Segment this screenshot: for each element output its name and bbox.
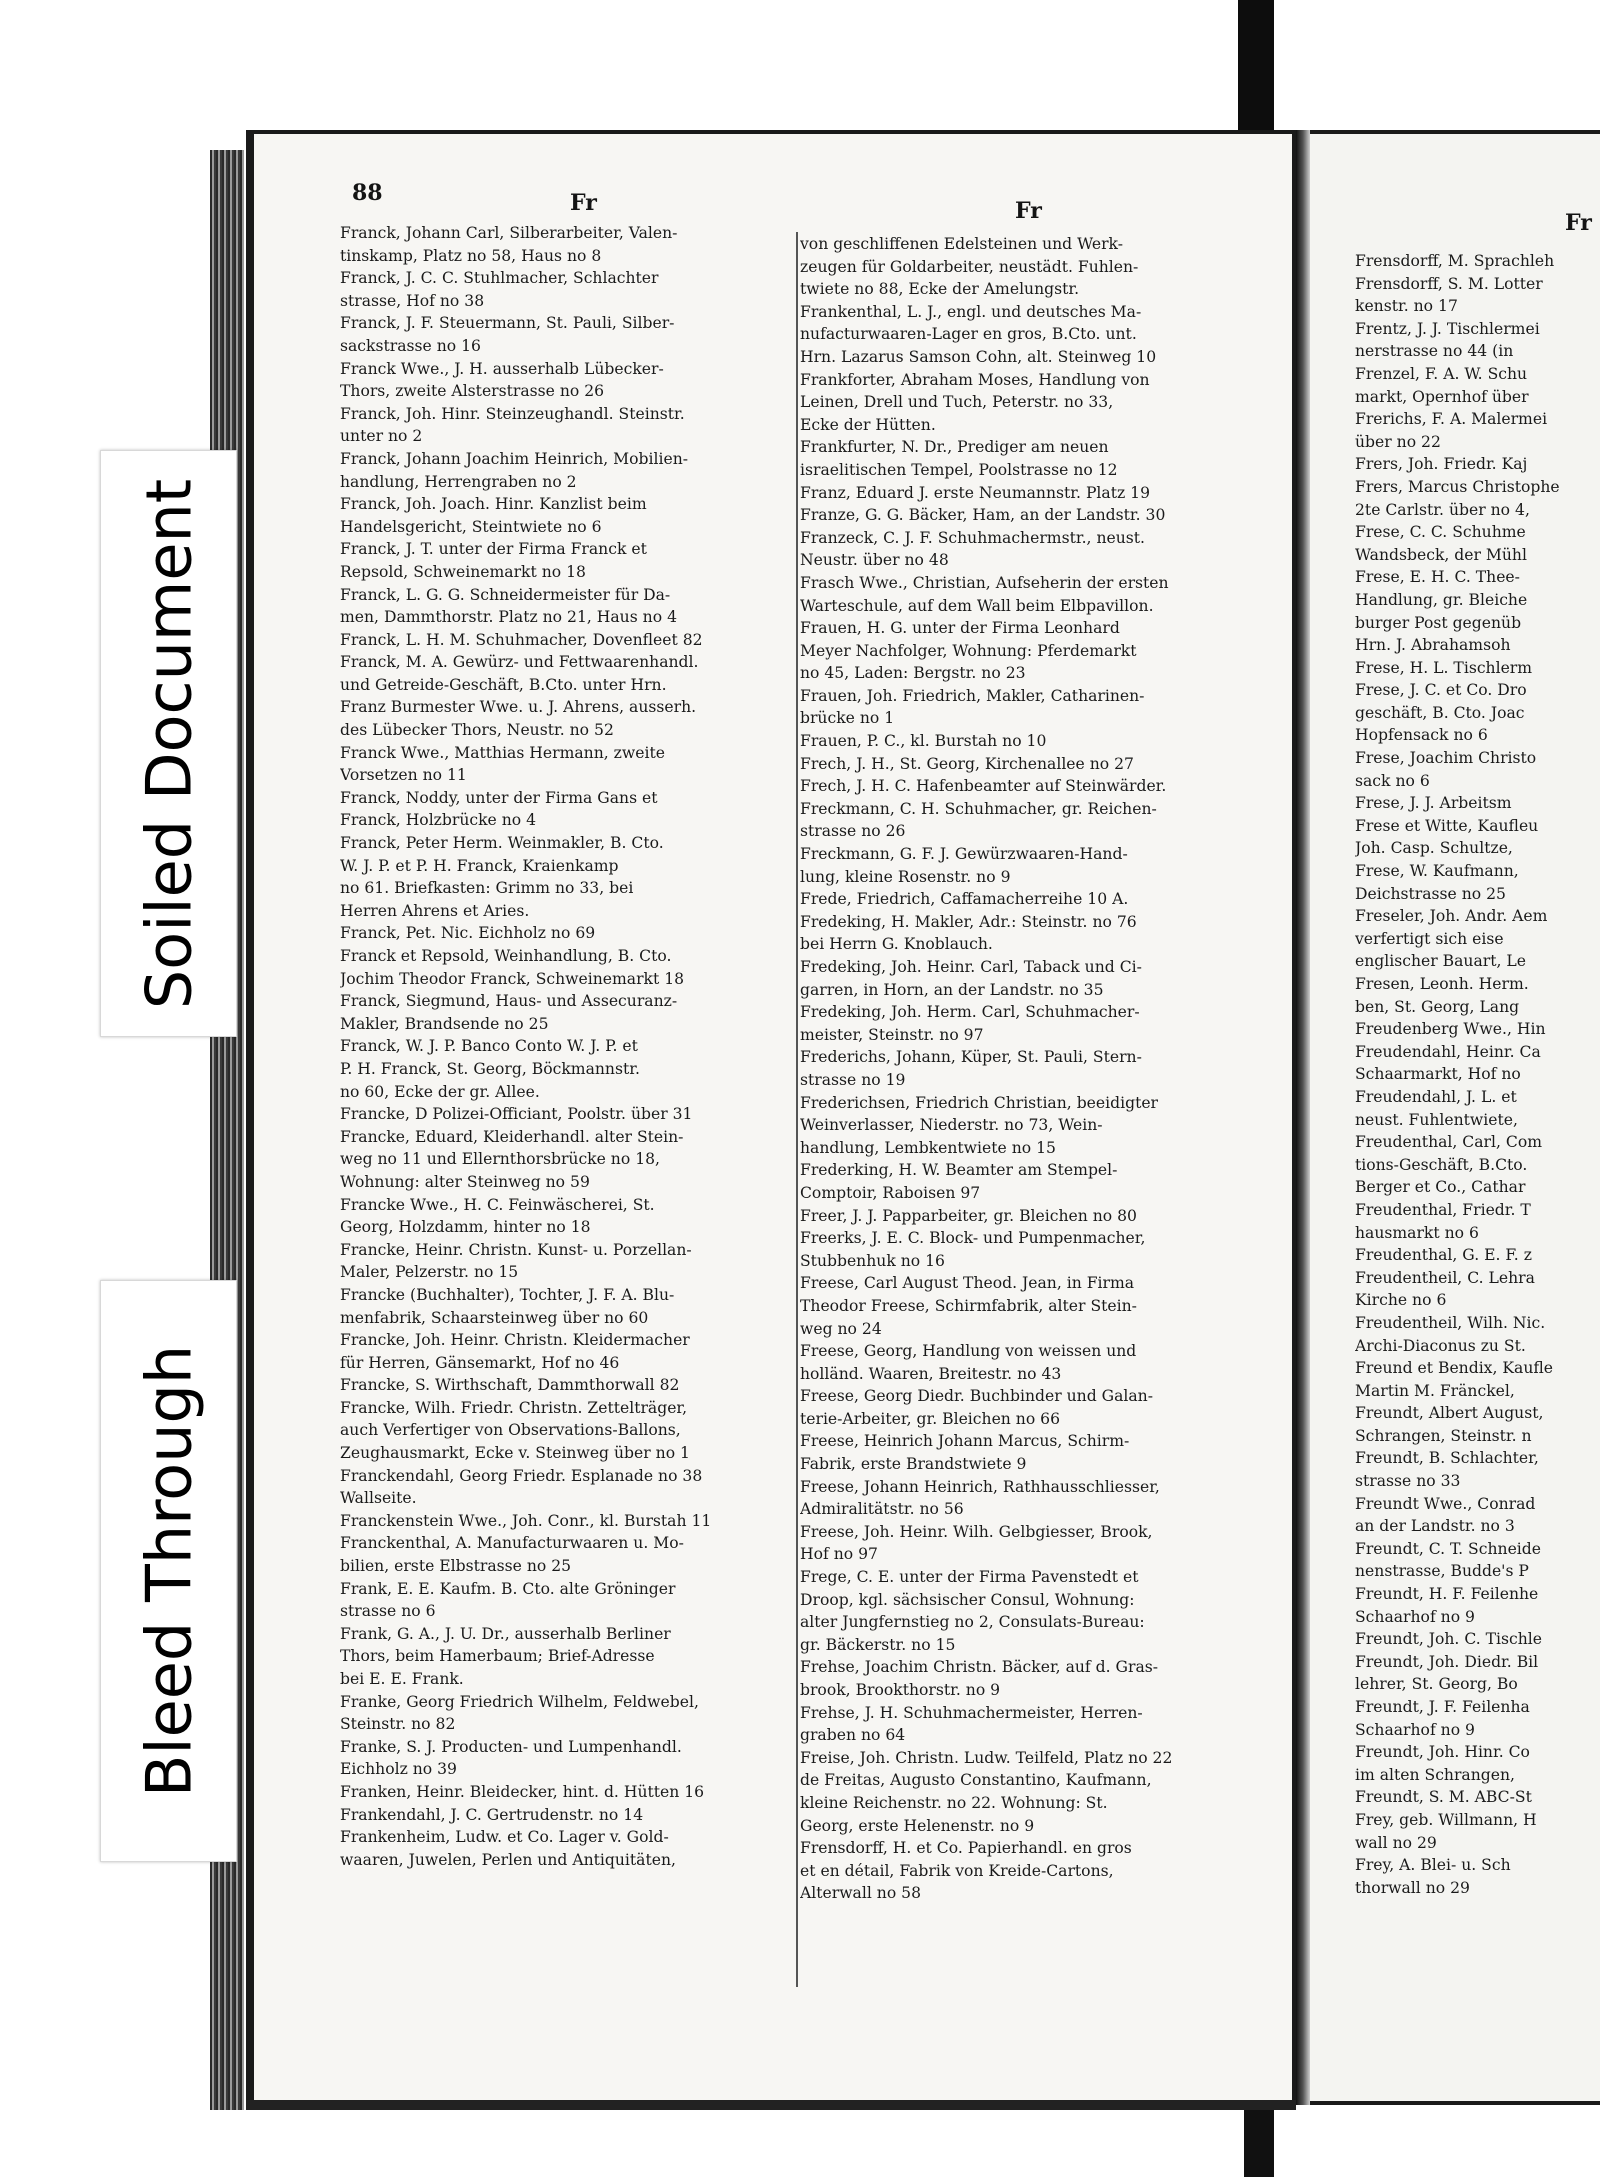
directory-line: Frese, W. Kaufmann,: [1355, 862, 1519, 881]
directory-line: Freundt, J. F. Feilenha: [1355, 1698, 1530, 1716]
directory-line: strasse no 26: [800, 822, 906, 841]
directory-line: Kirche no 6: [1355, 1291, 1447, 1310]
directory-line: Franck, Noddy, unter der Firma Gans et: [340, 788, 658, 807]
directory-line: gr. Bäckerstr. no 15: [800, 1635, 956, 1654]
directory-line: Frentz, J. J. Tischlermei: [1355, 319, 1540, 338]
directory-line: Frederking, H. W. Beamter am Stempel-: [800, 1161, 1118, 1180]
directory-line: Franck Wwe., J. H. ausserhalb Lübecker-: [340, 359, 664, 378]
directory-line: Frey, A. Blei- u. Sch: [1355, 1856, 1511, 1875]
directory-line: Frerichs, F. A. Malermei: [1355, 410, 1548, 429]
directory-line: strasse, Hof no 38: [340, 291, 485, 310]
directory-line: Schrangen, Steinstr. n: [1355, 1426, 1532, 1445]
directory-line: nufacturwaaren-Lager en gros, B.Cto. unt.: [800, 325, 1137, 344]
directory-line: Frey, geb. Willmann, H: [1355, 1810, 1537, 1829]
directory-line: von geschliffenen Edelsteinen und Werk-: [800, 235, 1123, 253]
header-right: Fr: [1565, 210, 1592, 236]
directory-line: Frehse, J. H. Schuhmachermeister, Herren-: [800, 1703, 1143, 1722]
directory-line: Frede, Friedrich, Caffamacherreihe 10 A.: [800, 890, 1129, 909]
header-center: Fr: [1015, 198, 1042, 224]
directory-line: men, Dammthorstr. Platz no 21, Haus no 4: [340, 608, 677, 627]
directory-line: Franck, L. H. M. Schuhmacher, Dovenfleet 82: [340, 630, 703, 649]
directory-line: Freese, Carl August Theod. Jean, in Firma: [800, 1274, 1135, 1293]
directory-line: Frese, Joachim Christo: [1355, 749, 1537, 768]
directory-line: Frensdorff, M. Sprachleh: [1355, 252, 1555, 270]
directory-line: Schaarhof no 9: [1355, 1720, 1475, 1739]
directory-line: Frese, E. H. C. Thee-: [1355, 568, 1520, 587]
directory-line: Hrn. Lazarus Samson Cohn, alt. Steinweg 10: [800, 347, 1157, 366]
directory-line: Wallseite.: [340, 1489, 417, 1508]
directory-line: an der Landstr. no 3: [1355, 1517, 1515, 1536]
directory-line: kleine Reichenstr. no 22. Wohnung: St.: [800, 1793, 1108, 1812]
directory-line: Alterwall no 58: [800, 1884, 922, 1903]
directory-line: Frauen, P. C., kl. Burstah no 10: [800, 732, 1047, 751]
directory-line: no 61. Briefkasten: Grimm no 33, bei: [340, 879, 634, 898]
directory-line: Franz, Eduard J. erste Neumannstr. Platz 19: [800, 483, 1150, 502]
directory-line: Frauen, H. G. unter der Firma Leonhard: [800, 619, 1120, 638]
directory-line: Thors, beim Hamerbaum; Brief-Adresse: [340, 1647, 655, 1666]
directory-line: Francke, Heinr. Christn. Kunst- u. Porzellan-: [340, 1240, 692, 1259]
directory-line: holländ. Waaren, Breitestr. no 43: [800, 1364, 1062, 1383]
directory-line: meister, Steinstr. no 97: [800, 1025, 984, 1044]
directory-line: Franck, Johann Joachim Heinrich, Mobilien-: [340, 449, 689, 468]
directory-line: thorwall no 29: [1355, 1878, 1470, 1897]
directory-line: Droop, kgl. sächsischer Consul, Wohnung:: [800, 1590, 1135, 1609]
directory-line: Frankforter, Abraham Moses, Handlung von: [800, 370, 1150, 389]
directory-line: alter Jungfernstieg no 2, Consulats-Bureau:: [800, 1613, 1145, 1632]
directory-line: Frers, Joh. Friedr. Kaj: [1355, 455, 1528, 474]
directory-line: Freudenthal, Friedr. T: [1355, 1200, 1531, 1219]
left-column: [340, 222, 794, 1871]
directory-line: Neustr. über no 48: [800, 551, 949, 570]
directory-line: Frederichs, Johann, Küper, St. Pauli, Stern-: [800, 1048, 1142, 1067]
directory-line: Freese, Johann Heinrich, Rathhausschliesser,: [800, 1477, 1160, 1496]
directory-line: Freundt, Albert August,: [1355, 1404, 1544, 1423]
directory-line: no 45, Laden: Bergstr. no 23: [800, 664, 1026, 683]
directory-line: Repsold, Schweinemarkt no 18: [340, 562, 586, 581]
bleed-through-text: Bleed Through: [132, 1344, 205, 1798]
directory-line: brücke no 1: [800, 709, 895, 728]
directory-line: terie-Arbeiter, gr. Bleichen no 66: [800, 1409, 1061, 1428]
directory-line: Freise, Joh. Christn. Ludw. Teilfeld, Platz no 22: [800, 1748, 1173, 1767]
directory-line: Freese, Georg, Handlung von weissen und: [800, 1342, 1137, 1361]
directory-line: über no 22: [1355, 432, 1441, 451]
directory-line: Frese, J. J. Arbeitsm: [1355, 794, 1512, 813]
directory-line: Francke Wwe., H. C. Feinwäscherei, St.: [340, 1195, 655, 1214]
directory-line: Frederichsen, Friedrich Christian, beeidigter: [800, 1093, 1159, 1112]
directory-line: Frenzel, F. A. W. Schu: [1355, 364, 1528, 383]
directory-line: strasse no 6: [340, 1602, 436, 1621]
directory-line: strasse no 19: [800, 1070, 906, 1089]
directory-line: Frankendahl, J. C. Gertrudenstr. no 14: [340, 1805, 644, 1824]
directory-line: Franck, J. T. unter der Firma Franck et: [340, 540, 647, 559]
directory-line: lehrer, St. Georg, Bo: [1355, 1675, 1518, 1694]
directory-line: Makler, Brandsende no 25: [340, 1014, 549, 1033]
directory-line: auch Verfertiger von Observations-Ballons,: [340, 1421, 681, 1440]
directory-line: Franck, Peter Herm. Weinmakler, B. Cto.: [340, 834, 664, 853]
directory-line: Franckendahl, Georg Friedr. Esplanade no 38: [340, 1466, 703, 1485]
directory-line: Hrn. J. Abrahamsoh: [1355, 636, 1511, 655]
directory-line: Frauen, Joh. Friedrich, Makler, Catharinen-: [800, 686, 1145, 705]
directory-line: Berger et Co., Cathar: [1355, 1178, 1526, 1197]
directory-line: Frese, H. L. Tischlerm: [1355, 658, 1533, 677]
directory-line: Fresen, Leonh. Herm.: [1355, 975, 1529, 993]
directory-line: Freudendahl, Heinr. Ca: [1355, 1042, 1541, 1061]
directory-line: Maler, Pelzerstr. no 15: [340, 1263, 519, 1282]
directory-line: Theodor Freese, Schirmfabrik, alter Stein-: [800, 1296, 1137, 1315]
directory-line: handlung, Lembkentwiete no 15: [800, 1138, 1056, 1157]
directory-line: Fredeking, Joh. Herm. Carl, Schuhmacher-: [800, 1003, 1140, 1022]
directory-line: Schaarhof no 9: [1355, 1607, 1475, 1626]
column-divider: [796, 232, 798, 1987]
directory-line: Fabrik, erste Brandstwiete 9: [800, 1455, 1027, 1474]
directory-line: Francke, S. Wirthschaft, Dammthorwall 82: [340, 1376, 680, 1395]
directory-line: Franck, Joh. Hinr. Steinzeughandl. Steinstr.: [340, 404, 685, 423]
directory-line: Handelsgericht, Steintwiete no 6: [340, 517, 602, 536]
directory-line: twiete no 88, Ecke der Amelungstr.: [800, 280, 1080, 299]
directory-line: Freese, Georg Diedr. Buchbinder und Galan-: [800, 1387, 1153, 1406]
directory-line: Freund et Bendix, Kaufle: [1355, 1359, 1554, 1378]
directory-line: Francke, Eduard, Kleiderhandl. alter Stein-: [340, 1127, 684, 1146]
directory-line: Franzeck, C. J. F. Schuhmachermstr., neust.: [800, 528, 1145, 547]
directory-line: 2te Carlstr. über no 4,: [1355, 500, 1530, 519]
directory-line: et en détail, Fabrik von Kreide-Cartons,: [800, 1861, 1114, 1880]
directory-line: Comptoir, Raboisen 97: [800, 1183, 981, 1202]
directory-line: sackstrasse no 16: [340, 336, 481, 355]
directory-line: Schaarmarkt, Hof no: [1355, 1065, 1521, 1084]
directory-line: Freundt Wwe., Conrad: [1355, 1494, 1536, 1513]
directory-line: Frehse, Joachim Christn. Bäcker, auf d. Gras-: [800, 1658, 1159, 1677]
directory-line: Freudenthal, G. E. F. z: [1355, 1246, 1532, 1265]
directory-line: Vorsetzen no 11: [340, 766, 467, 785]
directory-line: Franz Burmester Wwe. u. J. Ahrens, ausserh.: [340, 698, 697, 717]
directory-line: englischer Bauart, Le: [1355, 952, 1526, 971]
soiled-document-text: Soiled Document: [132, 478, 205, 1009]
directory-line: kenstr. no 17: [1355, 297, 1458, 316]
directory-line: P. H. Franck, St. Georg, Böckmannstr.: [340, 1059, 640, 1078]
directory-line: brook, Brookthorstr. no 9: [800, 1681, 1001, 1699]
directory-line: Franck, Siegmund, Haus- und Assecuranz-: [340, 992, 678, 1011]
directory-line: burger Post gegenüb: [1355, 613, 1522, 632]
directory-line: Frank, E. E. Kaufm. B. Cto. alte Gröninger: [340, 1579, 676, 1598]
directory-line: hausmarkt no 6: [1355, 1223, 1479, 1242]
header-left: Fr: [570, 190, 597, 216]
directory-line: Freckmann, G. F. J. Gewürzwaaren-Hand-: [800, 845, 1128, 864]
directory-line: Franck, W. J. P. Banco Conto W. J. P. et: [340, 1037, 638, 1056]
directory-line: Frech, J. H., St. Georg, Kirchenallee no 27: [800, 754, 1134, 773]
directory-line: Franze, G. G. Bäcker, Ham, an der Landstr. 30: [800, 506, 1166, 525]
directory-line: Frankenthal, L. J., engl. und deutsches Ma-: [800, 302, 1142, 321]
directory-line: und Getreide-Geschäft, B.Cto. unter Hrn.: [340, 675, 667, 694]
directory-line: Jochim Theodor Franck, Schweinemarkt 18: [340, 969, 685, 988]
directory-line: Warteschule, auf dem Wall beim Elbpavillon.: [800, 596, 1154, 615]
directory-line: Franck Wwe., Matthias Hermann, zweite: [340, 743, 665, 762]
directory-line: Wohnung: alter Steinweg no 59: [340, 1172, 590, 1191]
directory-line: lung, kleine Rosenstr. no 9: [800, 867, 1011, 886]
directory-line: Franckenthal, A. Manufacturwaaren u. Mo-: [340, 1534, 684, 1553]
directory-line: Francke (Buchhalter), Tochter, J. F. A. Blu-: [340, 1285, 675, 1304]
directory-line: markt, Opernhof über: [1355, 387, 1529, 406]
directory-line: Freckmann, C. H. Schuhmacher, gr. Reichen-: [800, 799, 1157, 818]
directory-line: Frese et Witte, Kaufleu: [1355, 816, 1539, 835]
directory-line: Franck et Repsold, Weinhandlung, B. Cto.: [340, 947, 672, 965]
directory-line: no 60, Ecke der gr. Allee.: [340, 1082, 540, 1101]
directory-line: Freer, J. J. Papparbeiter, gr. Bleichen no 80: [800, 1206, 1137, 1225]
directory-line: Archi-Diaconus zu St.: [1355, 1336, 1526, 1355]
directory-line: Freudendahl, J. L. et: [1355, 1087, 1517, 1106]
directory-line: graben no 64: [800, 1726, 906, 1745]
directory-line: Ecke der Hütten.: [800, 415, 936, 434]
directory-line: Hof no 97: [800, 1545, 878, 1564]
directory-line: W. J. P. et P. H. Franck, Kraienkamp: [340, 856, 619, 875]
directory-line: Freseler, Joh. Andr. Aem: [1355, 907, 1548, 926]
directory-line: Franck, Holzbrücke no 4: [340, 811, 537, 830]
directory-line: im alten Schrangen,: [1355, 1765, 1515, 1784]
partial-column: [1355, 250, 1600, 1899]
directory-line: garren, in Horn, an der Landstr. no 35: [800, 980, 1104, 999]
directory-line: Franck, Johann Carl, Silberarbeiter, Valen-: [340, 224, 678, 242]
directory-line: Frensdorff, S. M. Lotter: [1355, 274, 1543, 293]
directory-line: Freundt, C. T. Schneide: [1355, 1539, 1541, 1558]
directory-line: Joh. Casp. Schultze,: [1355, 839, 1513, 858]
directory-line: Frers, Marcus Christophe: [1355, 477, 1560, 496]
directory-line: Freundt, S. M. ABC-St: [1355, 1788, 1532, 1807]
directory-line: menfabrik, Schaarsteinweg über no 60: [340, 1308, 649, 1327]
directory-line: Leinen, Drell und Tuch, Peterstr. no 33,: [800, 393, 1114, 412]
directory-line: Steinstr. no 82: [340, 1715, 456, 1734]
directory-line: weg no 24: [800, 1319, 882, 1338]
directory-line: Freese, Joh. Heinr. Wilh. Gelbgiesser, Brook,: [800, 1522, 1153, 1541]
directory-line: Wandsbeck, der Mühl: [1355, 545, 1527, 564]
spine-shadow-top: [1238, 0, 1274, 140]
directory-line: Fredeking, H. Makler, Adr.: Steinstr. no 76: [800, 912, 1137, 931]
directory-line: Martin M. Fränckel,: [1355, 1381, 1515, 1400]
right-column: [800, 233, 1258, 1905]
directory-line: Franck, J. F. Steuermann, St. Pauli, Silber-: [340, 314, 675, 333]
directory-line: sack no 6: [1355, 771, 1430, 790]
directory-line: Franck, Joh. Joach. Hinr. Kanzlist beim: [340, 495, 647, 514]
page-number: 88: [352, 180, 383, 206]
directory-line: Franke, Georg Friedrich Wilhelm, Feldwebel,: [340, 1692, 699, 1711]
directory-line: wall no 29: [1355, 1833, 1437, 1852]
directory-line: Deichstrasse no 25: [1355, 884, 1506, 903]
directory-line: zeugen für Goldarbeiter, neustädt. Fuhlen-: [800, 257, 1139, 276]
directory-line: Francke, D Polizei-Officiant, Poolstr. über 31: [340, 1105, 693, 1124]
directory-line: ben, St. Georg, Lang: [1355, 997, 1520, 1016]
directory-line: Francke, Joh. Heinr. Christn. Kleidermacher: [340, 1331, 690, 1350]
directory-line: Frese, C. C. Schuhme: [1355, 523, 1526, 542]
directory-line: Weinverlasser, Niederstr. no 73, Wein-: [800, 1116, 1103, 1135]
directory-line: Franck, L. G. G. Schneidermeister für Da-: [340, 585, 671, 604]
directory-line: geschäft, B. Cto. Joac: [1355, 703, 1525, 722]
directory-line: bei Herrn G. Knoblauch.: [800, 935, 993, 954]
directory-line: Frese, J. C. et Co. Dro: [1355, 681, 1527, 700]
directory-line: Freundt, B. Schlachter,: [1355, 1449, 1539, 1468]
directory-line: für Herren, Gänsemarkt, Hof no 46: [340, 1353, 620, 1372]
directory-line: Frensdorff, H. et Co. Papierhandl. en gros: [800, 1839, 1132, 1858]
directory-line: Franck, Pet. Nic. Eichholz no 69: [340, 924, 596, 943]
directory-line: Franke, S. J. Producten- und Lumpenhandl.: [340, 1737, 682, 1756]
soiled-document-label: [100, 450, 237, 1037]
directory-line: Francke, Wilh. Friedr. Christn. Zettelträger,: [340, 1398, 688, 1417]
directory-line: strasse no 33: [1355, 1472, 1461, 1491]
directory-line: bilien, erste Elbstrasse no 25: [340, 1557, 572, 1576]
directory-line: Freundt, Joh. Diedr. Bil: [1355, 1652, 1539, 1671]
directory-line: Freundt, H. F. Feilenhe: [1355, 1585, 1539, 1604]
directory-line: Hopfensack no 6: [1355, 726, 1488, 745]
directory-line: de Freitas, Augusto Constantino, Kaufmann,: [800, 1771, 1152, 1790]
directory-line: Herren Ahrens et Aries.: [340, 901, 530, 920]
directory-line: Frankfurter, N. Dr., Prediger am neuen: [800, 438, 1109, 457]
directory-line: Franckenstein Wwe., Joh. Conr., kl. Burstah 11: [340, 1511, 712, 1530]
directory-line: Georg, erste Helenenstr. no 9: [800, 1816, 1035, 1835]
directory-line: Freudenthal, Carl, Com: [1355, 1133, 1542, 1152]
directory-line: Georg, Holzdamm, hinter no 18: [340, 1218, 591, 1237]
directory-line: Frankenheim, Ludw. et Co. Lager v. Gold-: [340, 1828, 669, 1847]
directory-line: Handlung, gr. Bleiche: [1355, 590, 1528, 609]
directory-line: Admiralitätstr. no 56: [800, 1500, 964, 1519]
directory-line: unter no 2: [340, 427, 423, 446]
directory-line: Thors, zweite Alsterstrasse no 26: [340, 382, 605, 401]
directory-line: Zeughausmarkt, Ecke v. Steinweg über no 1: [340, 1444, 690, 1463]
directory-line: Freundt, Joh. Hinr. Co: [1355, 1743, 1530, 1762]
directory-line: israelitischen Tempel, Poolstrasse no 12: [800, 460, 1118, 479]
directory-line: verfertigt sich eise: [1355, 929, 1504, 948]
directory-line: Fredeking, Joh. Heinr. Carl, Taback und Ci-: [800, 958, 1142, 976]
directory-line: Frech, J. H. C. Hafenbeamter auf Steinwärder.: [800, 777, 1167, 796]
directory-line: Franck, J. C. C. Stuhlmacher, Schlachter: [340, 269, 659, 288]
directory-line: weg no 11 und Ellernthorsbrücke no 18,: [340, 1150, 660, 1169]
directory-line: Freudentheil, C. Lehra: [1355, 1268, 1535, 1287]
bleed-through-label: [100, 1280, 237, 1862]
directory-line: Stubbenhuk no 16: [800, 1251, 945, 1270]
directory-line: tinskamp, Platz no 58, Haus no 8: [340, 246, 602, 265]
directory-line: Freerks, J. E. C. Block- und Pumpenmacher,: [800, 1229, 1146, 1248]
directory-line: nenstrasse, Budde's P: [1355, 1562, 1529, 1581]
directory-line: Franken, Heinr. Bleidecker, hint. d. Hütten 16: [340, 1782, 705, 1801]
directory-line: nerstrasse no 44 (in: [1355, 342, 1514, 361]
directory-line: neust. Fuhlentwiete,: [1355, 1110, 1518, 1129]
directory-line: Frege, C. E. unter der Firma Pavenstedt et: [800, 1568, 1139, 1587]
directory-line: Meyer Nachfolger, Wohnung: Pferdemarkt: [800, 641, 1137, 660]
directory-line: Freudentheil, Wilh. Nic.: [1355, 1313, 1546, 1332]
directory-line: des Lübecker Thors, Neustr. no 52: [340, 721, 614, 740]
directory-line: Franck, M. A. Gewürz- und Fettwaarenhandl.: [340, 653, 699, 672]
directory-line: Frank, G. A., J. U. Dr., ausserhalb Berliner: [340, 1624, 671, 1643]
directory-line: bei E. E. Frank.: [340, 1670, 464, 1688]
gutter-shadow: [1296, 130, 1310, 2105]
directory-line: tions-Geschäft, B.Cto.: [1355, 1155, 1528, 1174]
directory-line: waaren, Juwelen, Perlen und Antiquitäten,: [340, 1850, 676, 1869]
directory-line: Freudenberg Wwe., Hin: [1355, 1020, 1546, 1039]
directory-line: Freese, Heinrich Johann Marcus, Schirm-: [800, 1432, 1130, 1451]
directory-line: Frasch Wwe., Christian, Aufseherin der ersten: [800, 573, 1169, 592]
directory-line: Freundt, Joh. C. Tischle: [1355, 1630, 1543, 1649]
page-bottom-shadow: [246, 2100, 1296, 2110]
directory-line: Eichholz no 39: [340, 1760, 457, 1779]
directory-line: handlung, Herrengraben no 2: [340, 472, 577, 491]
